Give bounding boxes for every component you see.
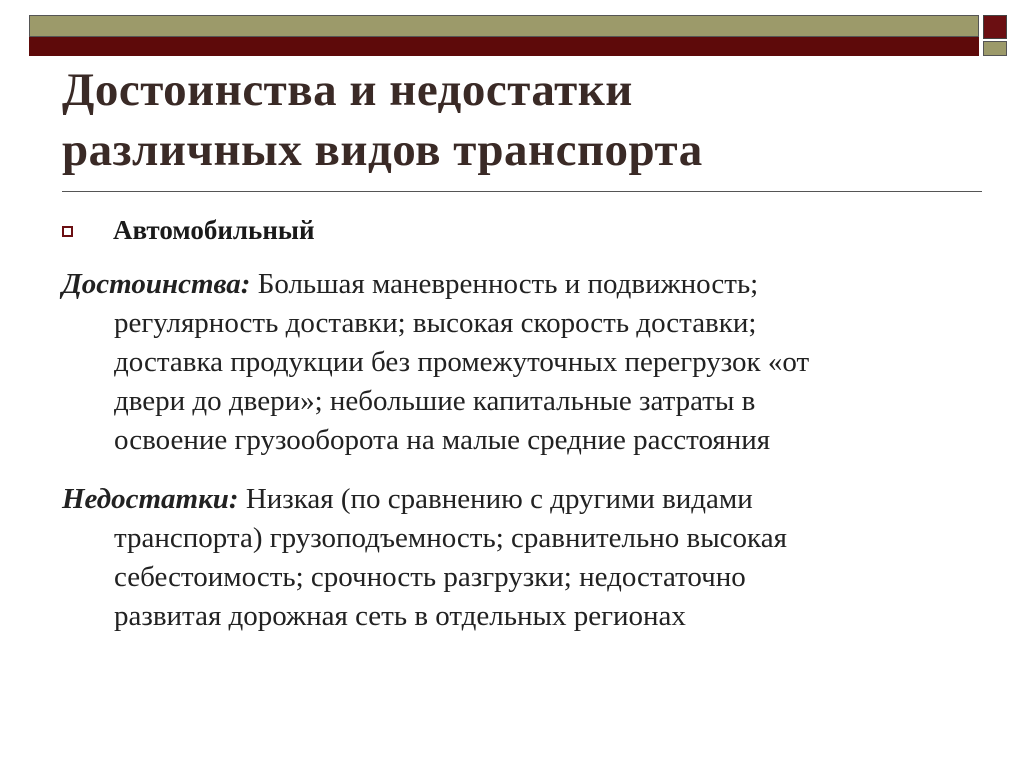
disadvantages-line-1 — [62, 480, 962, 519]
bullet-label: Автомобильный — [113, 215, 315, 245]
advantages-line-4: двери до двери»; небольшие капитальные затраты в — [114, 385, 756, 417]
decor-maroon-bar — [29, 37, 979, 56]
disadvantages-lead: Недостатки: — [62, 483, 239, 515]
advantages-line-5: освоение грузооборота на малые средние расстояния — [114, 424, 771, 456]
disadvantages-line-3: себестоимость; срочность разгрузки; недостаточно — [114, 561, 746, 593]
decor-olive-bar — [29, 15, 979, 37]
disadvantages-paragraph — [62, 480, 962, 636]
slide-title-line-2: различных видов транспорта — [62, 124, 703, 176]
bullet-item — [62, 215, 315, 246]
decor-maroon-square — [983, 15, 1007, 39]
disadvantages-line-4: развитая дорожная сеть в отдельных регионах — [114, 600, 686, 632]
disadvantages-text-1: Низкая (по сравнению с другими видами — [238, 483, 753, 515]
advantages-line-2: регулярность доставки; высокая скорость доставки; — [114, 307, 757, 339]
decor-olive-square — [983, 41, 1007, 56]
advantages-paragraph — [62, 265, 962, 460]
title-divider — [62, 191, 982, 192]
disadvantages-line-2: транспорта) грузоподъемность; сравнительно высокая — [114, 522, 787, 554]
slide-title — [62, 60, 962, 180]
advantages-line-1 — [62, 265, 962, 304]
advantages-text-1: Большая маневренность и подвижность; — [250, 268, 759, 300]
slide-title-line-1: Достоинства и недостатки — [62, 64, 633, 116]
advantages-line-3: доставка продукции без промежуточных перегрузок «от — [114, 346, 810, 378]
square-bullet-icon — [62, 226, 73, 237]
advantages-lead: Достоинства: — [62, 268, 251, 300]
